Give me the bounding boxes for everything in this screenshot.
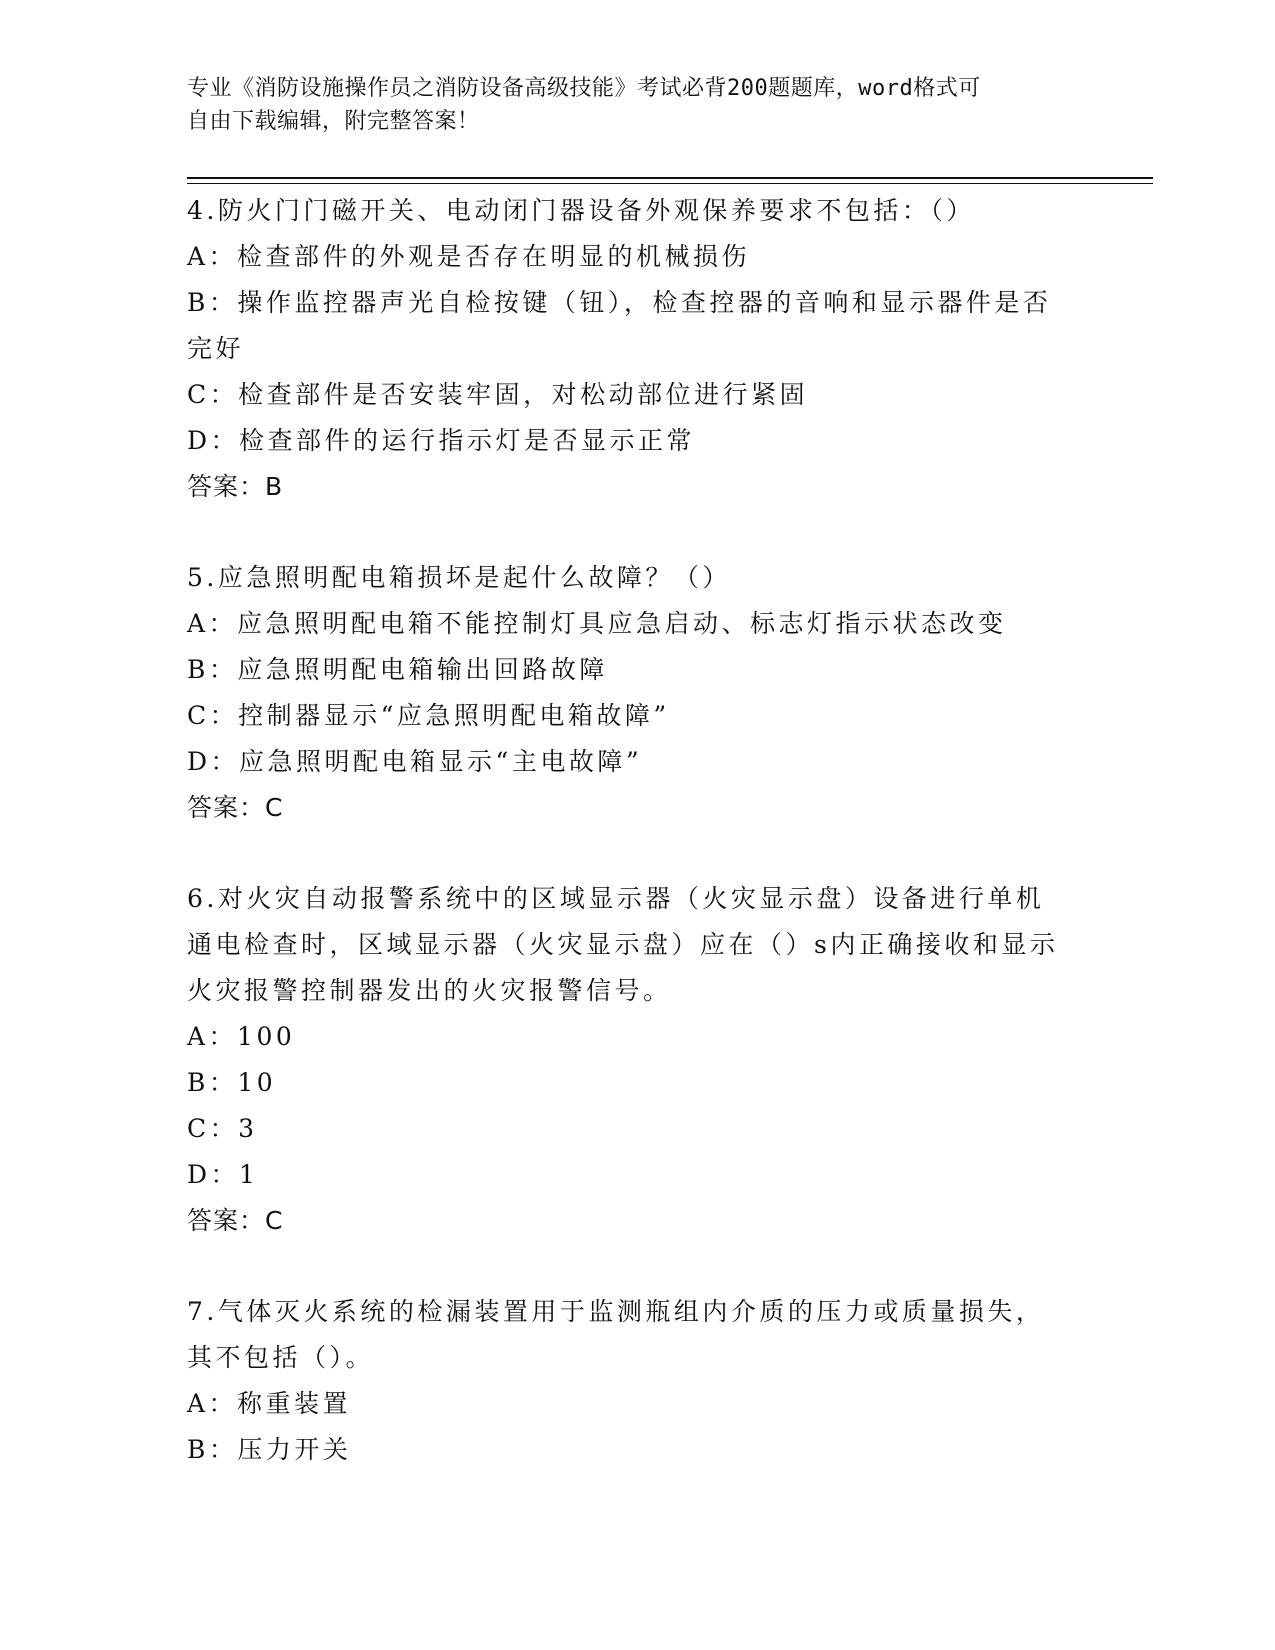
question-stem-continued: 其不包括（）。 [187,1343,375,1372]
question-6 [187,876,1087,1244]
question-stem-continued: 火灾报警控制器发出的火灾报警信号。 [187,976,672,1005]
document-header [187,72,1087,138]
answer-label: 答案：B [187,472,284,501]
option-d: D：检查部件的运行指示灯是否显示正常 [187,426,696,455]
option-b: B：10 [187,1068,277,1097]
header-divider-thin [187,183,1153,184]
option-b: B：应急照明配电箱输出回路故障 [187,655,608,684]
question-stem: 4.防火门门磁开关、电动闭门器设备外观保养要求不包括：（） [187,196,975,225]
question-4 [187,188,1087,510]
option-b: B：操作监控器声光自检按键（钮），检查控器的音响和显示器件是否 [187,288,1052,317]
option-a: A：称重装置 [187,1389,352,1418]
question-stem: 5.应急照明配电箱损坏是起什么故障？（） [187,563,731,592]
option-a: A：应急照明配电箱不能控制灯具应急启动、标志灯指示状态改变 [187,609,1007,638]
question-stem-continued: 通电检查时，区域显示器（火灾显示盘）应在（）s内正确接收和显示 [187,930,1059,959]
answer-label: 答案：C [187,793,284,822]
option-c: C：控制器显示“应急照明配电箱故障” [187,701,670,730]
header-line: 专业《消防设施操作员之消防设备高级技能》考试必背200题题库，word格式可 [187,76,981,101]
option-c: C：3 [187,1114,258,1143]
question-5 [187,555,1087,831]
header-divider [187,177,1153,179]
option-c: C：检查部件是否安装牢固，对松动部位进行紧固 [187,380,809,409]
option-a: A：检查部件的外观是否存在明显的机械损伤 [187,242,751,271]
question-stem: 6.对火灾自动报警系统中的区域显示器（火灾显示盘）设备进行单机 [187,884,1045,913]
option-b: B：压力开关 [187,1435,352,1464]
option-d: D：应急照明配电箱显示“主电故障” [187,747,643,776]
question-stem: 7.气体灭火系统的检漏装置用于监测瓶组内介质的压力或质量损失， [187,1297,1045,1326]
header-line: 自由下载编辑，附完整答案！ [187,109,480,134]
option-a: A：100 [187,1022,296,1051]
option-b-continued: 完好 [187,334,245,363]
answer-label: 答案：C [187,1206,284,1235]
question-7 [187,1289,1087,1473]
question-list [187,188,1087,1518]
option-d: D：1 [187,1160,259,1189]
